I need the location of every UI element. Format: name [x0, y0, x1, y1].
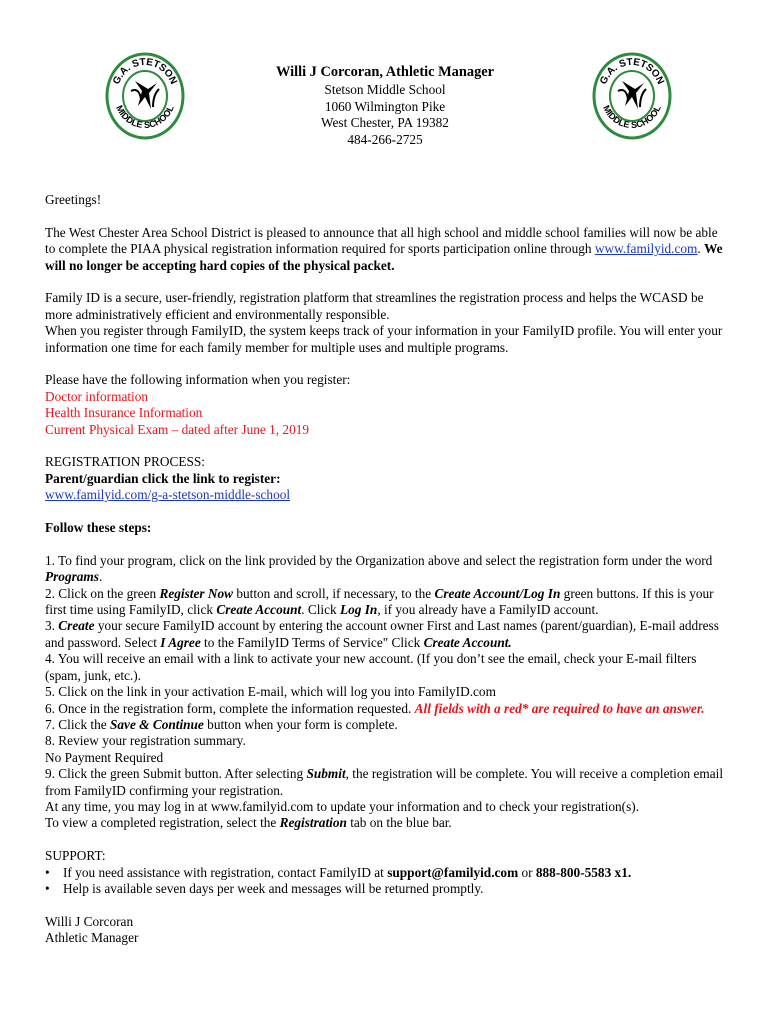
- registration-subtitle: Parent/guardian click the link to register:: [45, 470, 281, 486]
- intro-paragraph: The West Chester Area School District is pleased to announce that all high school and middle school families will now be able to complete the PIAA physical registration information required for sports participation online through www.familyid.com. We will no longer be accepting hard copies of the physical packet.: [45, 224, 723, 273]
- step-2: 2. Click on the green Register Now button and scroll, if necessary, to the Create Account/Log In green buttons. If this is your first time using FamilyID, click Create Account. Click Log In, if you already have a FamilyID account.: [45, 585, 714, 618]
- greeting: Greetings!: [45, 192, 102, 207]
- sender-name: Willi J Corcoran, Athletic Manager: [275, 64, 495, 80]
- step-5: 5. Click on the link in your activation E-mail, which will log you into FamilyID.com: [45, 684, 496, 700]
- step-8: 8. Review your registration summary.: [45, 733, 246, 749]
- city-state-zip: West Chester, PA 19382: [321, 115, 449, 130]
- svg-text:G.A. STETSON: G.A. STETSON: [598, 56, 666, 87]
- info-item-physical: Current Physical Exam – dated after June 1, 2019: [45, 421, 310, 437]
- school-name: Stetson Middle School: [324, 82, 446, 97]
- info-item-doctor: Doctor information: [45, 388, 149, 404]
- support-title: SUPPORT:: [45, 848, 106, 864]
- registration-title: REGISTRATION PROCESS:: [45, 454, 205, 470]
- support-email: support@familyid.com: [387, 864, 519, 880]
- signature-title: Athletic Manager: [45, 930, 139, 946]
- support-bullet-hours: • Help is available seven days per week and messages will be returned promptly.: [45, 881, 730, 897]
- step-9: 9. Click the green Submit button. After selecting Submit, the registration will be complete. You will receive a completion email from FamilyID confirming your registration.: [45, 766, 724, 798]
- svg-text:MIDDLE SCHOOL: MIDDLE SCHOOL: [114, 103, 176, 131]
- no-payment-note: No Payment Required: [45, 749, 164, 765]
- familyid-profile-note: When you register through FamilyID, the system keeps track of your information in your FamilyID profile. You will enter your information one time for each family member for multiple uses and multiple programs.: [45, 323, 723, 355]
- letter-body: [45, 192, 730, 947]
- registration-link[interactable]: www.familyid.com/g-a-stetson-middle-school: [45, 487, 291, 503]
- support-bullet-contact: • If you need assistance with registration, contact FamilyID at support@familyid.com or 888-800-5583 x1.: [45, 865, 730, 881]
- info-item-insurance: Health Insurance Information: [45, 405, 203, 421]
- steps-title: Follow these steps:: [45, 520, 152, 536]
- svg-text:MIDDLE SCHOOL: MIDDLE SCHOOL: [601, 103, 663, 131]
- step-7: 7. Click the Save & Continue button when your form is complete.: [45, 716, 398, 732]
- phone-number: 484-266-2725: [347, 131, 423, 147]
- step-1: 1. To find your program, click on the link provided by the Organization above and select the registration form under the word Programs.: [45, 552, 713, 585]
- step-3: 3. Create your secure FamilyID account by entering the account owner First and Last names (parent/guardian), E-mail address and password. Select I Agree to the FamilyID Terms of Service" Click Create Account.: [45, 618, 719, 650]
- anytime-note: At any time, you may log in at www.familyid.com to update your information and to check your registration(s).: [45, 798, 640, 814]
- signature-name: Willi J Corcoran: [45, 913, 134, 929]
- step-6: 6. Once in the registration form, complete the information requested. All fields with a red* are required to have an answer.: [45, 700, 705, 716]
- info-intro: Please have the following information when you register:: [45, 372, 351, 388]
- familyid-description: Family ID is a secure, user-friendly, registration platform that streamlines the registration process and helps the WCASD be more administratively efficient and environmentally responsible.: [45, 290, 704, 322]
- intro-bold-notice: We will no longer be accepting hard copies of the physical packet.: [45, 241, 723, 273]
- support-phone: 888-800-5583 x1.: [535, 864, 632, 880]
- step-4: 4. You will receive an email with a link to activate your new account. (If you don’t see the email, check your E-mail filters (spam, junk, etc.).: [45, 651, 697, 683]
- letterhead: [0, 63, 770, 148]
- svg-text:G.A. STETSON: G.A. STETSON: [111, 56, 179, 87]
- familyid-link[interactable]: www.familyid.com: [594, 241, 698, 257]
- street-address: 1060 Wilmington Pike: [324, 98, 446, 114]
- view-registration-note: To view a completed registration, select the Registration tab on the blue bar.: [45, 815, 452, 831]
